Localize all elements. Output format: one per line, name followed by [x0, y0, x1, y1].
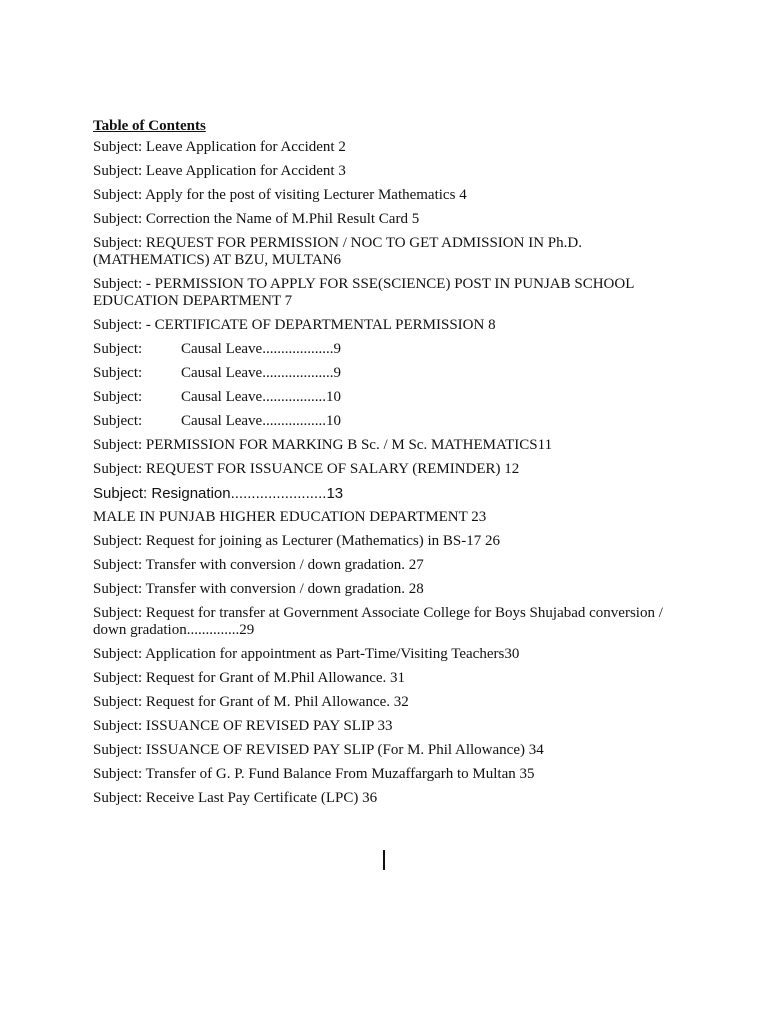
toc-entry[interactable] [93, 533, 673, 557]
toc-entry[interactable] [93, 365, 673, 389]
toc-entry-page: 36 [362, 790, 378, 806]
toc-entry[interactable] [93, 461, 673, 485]
text-cursor [383, 850, 385, 870]
toc-entry-page: 9 [333, 365, 341, 381]
toc-entry-page: 32 [393, 694, 409, 710]
toc-entry-page: 29 [239, 622, 255, 638]
toc-entry-text: Subject: ISSUANCE OF REVISED PAY SLIP [93, 718, 378, 734]
toc-entry-text: Subject: Transfer with conversion / down gradation. [93, 581, 409, 597]
toc-entry[interactable] [93, 341, 673, 365]
toc-entry[interactable] [93, 694, 673, 718]
toc-entry-prefix: Subject: [93, 389, 143, 405]
toc-entry[interactable] [93, 718, 673, 742]
toc-entry[interactable] [93, 509, 673, 533]
toc-entry-text: Subject: Application for appointment as Part-Time/Visiting Teachers [93, 646, 505, 662]
toc-entry[interactable] [93, 317, 673, 341]
toc-entry-page: 31 [390, 670, 406, 686]
toc-entry-text: Subject: Request for Grant of M.Phil Allowance. [93, 670, 391, 686]
toc-entry-page: 10 [325, 389, 341, 405]
toc-entry-text: Subject: Request for transfer at Government Associate College for Boys Shujabad conversion / down gradation.............. [93, 605, 663, 638]
toc-entry-text: Subject: Transfer with conversion / down gradation. [93, 557, 409, 573]
toc-entry-text: Causal Leave................. [181, 413, 326, 429]
toc-entry-prefix: Subject: [93, 365, 143, 381]
toc-entry[interactable] [93, 413, 673, 437]
toc-entry[interactable] [93, 557, 673, 581]
toc-entry-page: 13 [326, 485, 344, 502]
toc-entry[interactable] [93, 163, 673, 187]
toc-entry-page: 4 [459, 187, 467, 203]
toc-entry-page: 34 [528, 742, 544, 758]
toc-entry[interactable] [93, 139, 673, 163]
toc-entry[interactable] [93, 211, 673, 235]
toc-entry[interactable] [93, 485, 673, 509]
toc-list [93, 139, 673, 814]
toc-entry-page: 23 [471, 509, 487, 525]
toc-entry-page: 12 [504, 461, 520, 477]
toc-entry[interactable] [93, 790, 673, 814]
toc-entry-text: Subject: Receive Last Pay Certificate (LPC) [93, 790, 363, 806]
toc-entry-text: Subject: Leave Application for Accident [93, 163, 339, 179]
toc-entry-page: 11 [537, 437, 553, 453]
toc-entry-text: Subject: Request for joining as Lecturer (Mathematics) in BS-17 [93, 533, 485, 549]
toc-entry-text: Subject: - CERTIFICATE OF DEPARTMENTAL PERMISSION [93, 317, 489, 333]
toc-entry-page: 6 [333, 252, 341, 268]
toc-entry-page: 2 [338, 139, 346, 155]
toc-entry[interactable] [93, 187, 673, 211]
toc-entry[interactable] [93, 276, 673, 317]
toc-entry-text: Subject: Correction the Name of M.Phil Result Card [93, 211, 412, 227]
toc-entry-prefix: Subject: [93, 341, 143, 357]
toc-entry-text: Causal Leave................. [181, 389, 326, 405]
toc-entry-text: Subject: Apply for the post of visiting Lecturer Mathematics [93, 187, 460, 203]
toc-entry-text: Causal Leave................... [181, 365, 334, 381]
toc-entry-page: 28 [408, 581, 424, 597]
toc-entry-page: 35 [519, 766, 535, 782]
toc-entry[interactable] [93, 235, 673, 276]
toc-entry-page: 5 [411, 211, 420, 227]
toc-entry-prefix: Subject: [93, 413, 143, 429]
toc-entry-page: 9 [333, 341, 341, 357]
toc-entry[interactable] [93, 581, 673, 605]
toc-entry-text: Subject: Resignation....................... [93, 485, 327, 502]
toc-entry[interactable] [93, 742, 673, 766]
toc-entry-text: Subject: PERMISSION FOR MARKING B Sc. / M Sc. MATHEMATICS [93, 437, 538, 453]
toc-entry-text: Subject: REQUEST FOR PERMISSION / NOC TO GET ADMISSION IN Ph.D. (MATHEMATICS) AT BZU, MULTAN [93, 235, 582, 268]
toc-entry[interactable] [93, 766, 673, 790]
toc-entry[interactable] [93, 670, 673, 694]
toc-entry-text: Subject: Request for Grant of M. Phil Allowance. [93, 694, 394, 710]
toc-entry[interactable] [93, 605, 673, 646]
toc-entry[interactable] [93, 437, 673, 461]
toc-entry-text: Subject: - PERMISSION TO APPLY FOR SSE(SCIENCE) POST IN PUNJAB SCHOOL EDUCATION DEPARTMENT [93, 276, 634, 309]
toc-title: Table of Contents [93, 118, 206, 134]
toc-entry-page: 7 [284, 293, 293, 309]
toc-entry-page: 3 [338, 163, 346, 179]
toc-entry-page: 8 [488, 317, 496, 333]
toc-entry-text: MALE IN PUNJAB HIGHER EDUCATION DEPARTMENT [93, 509, 472, 525]
toc-entry-page: 33 [377, 718, 393, 734]
toc-entry-text: Subject: ISSUANCE OF REVISED PAY SLIP (For M. Phil Allowance) [93, 742, 529, 758]
toc-entry-text: Subject: Leave Application for Accident [93, 139, 339, 155]
toc-entry-text: Subject: Transfer of G. P. Fund Balance From Muzaffargarh to Multan [93, 766, 520, 782]
toc-entry-page: 27 [408, 557, 424, 573]
toc-entry-text: Causal Leave................... [181, 341, 334, 357]
toc-entry-page: 26 [485, 533, 500, 549]
toc-entry[interactable] [93, 646, 673, 670]
toc-entry-page: 10 [325, 413, 341, 429]
toc-entry[interactable] [93, 389, 673, 413]
toc-entry-text: Subject: REQUEST FOR ISSUANCE OF SALARY (REMINDER) [93, 461, 505, 477]
toc-entry-page: 30 [504, 646, 520, 662]
